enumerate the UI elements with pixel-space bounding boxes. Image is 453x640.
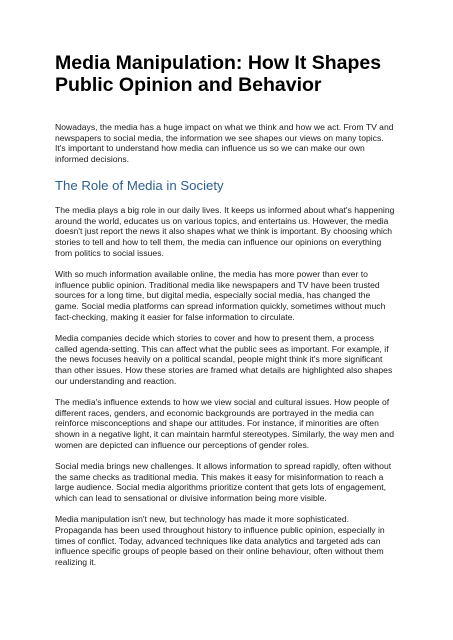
intro-paragraph: Nowadays, the media has a huge impact on what we think and how we act. From TV and newspapers to social media, the information we see shapes our views on many topics. It's important to understand how media can influence us so we can make our own informed decisions. xyxy=(55,122,394,165)
document-title: Media Manipulation: How It Shapes Public Opinion and Behavior xyxy=(55,52,382,96)
body-paragraph: The media plays a big role in our daily lives. It keeps us informed about what's happening around the world, educates us on various topics, and entertains us. However, the media doesn't just report the news it also shapes what we think is important. By choosing which stories to tell and how to tell them, the media can influence our opinions on everything from politics to social issues. xyxy=(55,204,395,258)
body-paragraph: Media manipulation isn't new, but technology has made it more sophisticated. Propaganda has been used throughout history to influence public opinion, especially in times of conflict. Today, advanced techniques like data analytics and targeted ads can influence specific groups of people based on their online behaviour, often without them realizing it. xyxy=(55,514,385,567)
body-paragraph: With so much information available online, the media has more power than ever to influence public opinion. Traditional media like newspapers and TV have been trusted sources for a long time, but digital media, especially social media, has changed the game. Social media platforms can spread information quickly, sometimes without much fact-checking, making it easier for false information to circulate. xyxy=(55,268,386,322)
body-paragraph: Social media brings new challenges. It allows information to spread rapidly, often without the same checks as traditional media. This makes it easy for misinformation to reach a large audience. Social media algorithms prioritize content that gets lots of engagement, which can lead to sensational or divisive information being more visible. xyxy=(55,460,392,503)
body-paragraph: The media's influence extends to how we view social and cultural issues. How people of different races, genders, and economic backgrounds are portrayed in the media can reinforce misconceptions and shape our attitudes. For instance, if minorities are often shown in a negative light, it can maintain harmful stereotypes. Similarly, the way men and women are depicted can influence our perceptions of gender roles. xyxy=(55,396,394,450)
section-heading: The Role of Media in Society xyxy=(55,177,224,193)
body-paragraph: Media companies decide which stories to cover and how to present them, a process called agenda-setting. This can affect what the public sees as important. For example, if the news focuses heavily on a political scandal, people might think it's more significant than other issues. How these stories are framed what details are highlighted also shapes our understanding and reaction. xyxy=(55,332,393,386)
